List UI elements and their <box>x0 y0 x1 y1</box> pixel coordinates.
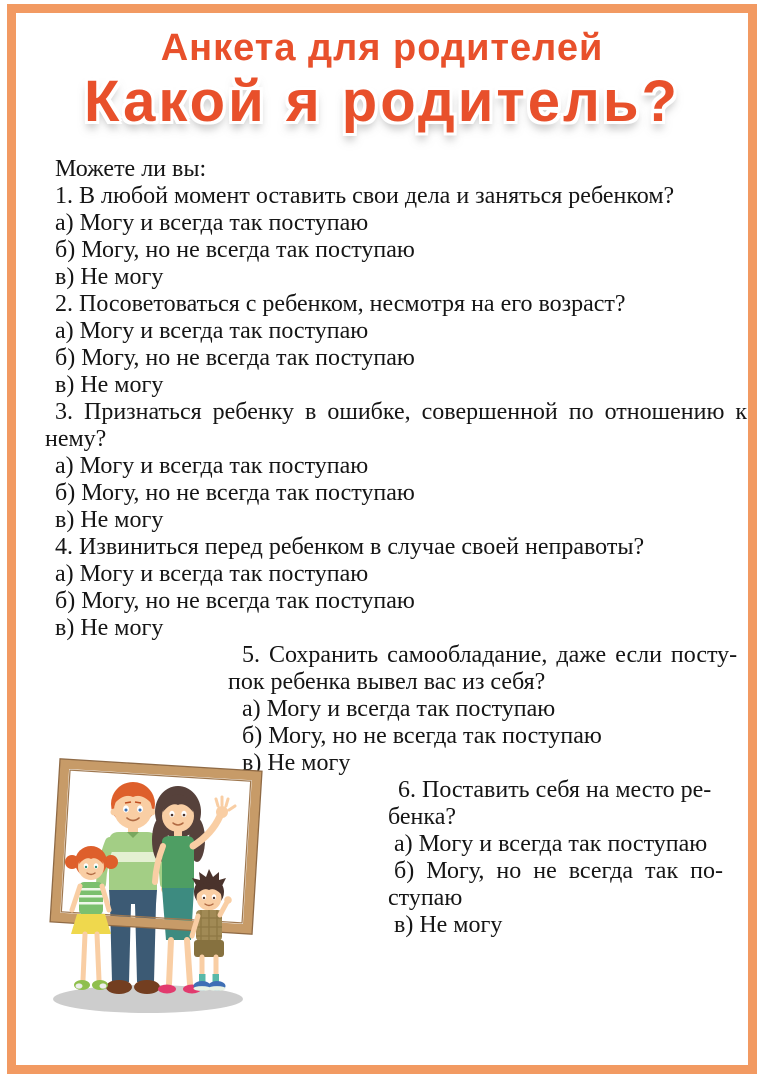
text-line: а) Могу и всегда так поступаю <box>55 210 369 236</box>
text-line: а) Могу и всегда так поступаю <box>242 696 556 722</box>
text-line: а) Могу и всегда так поступаю <box>55 318 369 344</box>
text-line: а) Могу и всегда так поступаю <box>55 453 369 479</box>
text-line: в) Не могу <box>242 750 351 776</box>
text-line: в) Не могу <box>55 372 164 398</box>
text-line: пок ребенка вывел вас из себя? <box>228 669 546 695</box>
text-line: 4. Извиниться перед ребенком в случае своей неправоты? <box>55 534 645 560</box>
family-illustration <box>30 752 280 1022</box>
question-block-1-4 <box>45 156 748 642</box>
text-line: 2. Посоветоваться с ребенком, несмотря на его возраст? <box>55 291 626 317</box>
question-block-6 <box>388 777 745 939</box>
text-line: ступаю <box>388 885 463 911</box>
text-line: б) Могу, но не всегда так поступаю <box>55 237 415 263</box>
text-line: б) Могу, но не всегда так поступаю <box>55 588 415 614</box>
text-line: а) Могу и всегда так поступаю <box>394 831 708 857</box>
text-line: в) Не могу <box>55 264 164 290</box>
header-eyebrow: Анкета для родителей <box>160 27 604 69</box>
text-line: бенка? <box>388 804 456 830</box>
page-title: Какой я родитель? <box>84 69 680 134</box>
text-line: 5. Сохранить самообладание, даже если посту- <box>242 642 738 668</box>
text-line: 1. В любой момент оставить свои дела и заняться ребенком? <box>55 183 675 209</box>
text-line: б) Могу, но не всегда так по- <box>394 858 723 884</box>
text-line: в) Не могу <box>394 912 503 938</box>
question-block-5 <box>228 642 745 777</box>
text-line: 6. Поставить себя на место ре- <box>398 777 712 803</box>
text-line: б) Могу, но не всегда так поступаю <box>55 345 415 371</box>
text-line: 3. Признаться ребенку в ошибке, совершенной по отношению к <box>55 399 748 425</box>
page-header <box>0 26 764 133</box>
text-line: б) Могу, но не всегда так поступаю <box>55 480 415 506</box>
text-line: в) Не могу <box>55 615 164 641</box>
text-line: б) Могу, но не всегда так поступаю <box>242 723 602 749</box>
text-line: а) Могу и всегда так поступаю <box>55 561 369 587</box>
text-line: Можете ли вы: <box>55 156 207 182</box>
text-line: нему? <box>45 426 107 452</box>
text-line: в) Не могу <box>55 507 164 533</box>
